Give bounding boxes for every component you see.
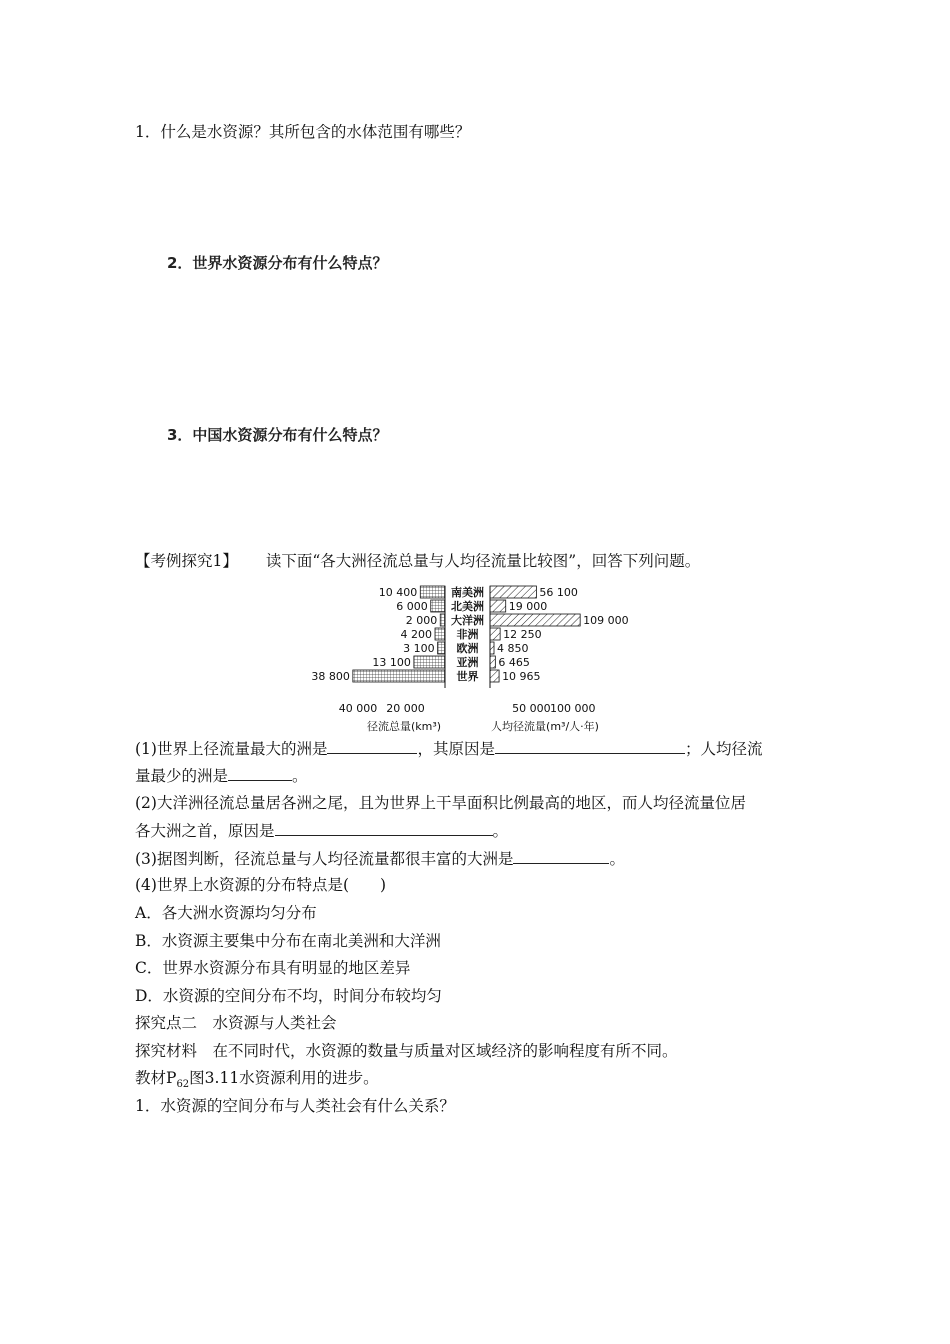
example-intro: 读下面“各大洲径流总量与人均径流量比较图”，回答下列问题。 [265, 552, 701, 570]
continent-label: 非洲 [456, 628, 479, 641]
runoff-total-bar [440, 614, 445, 626]
runoff-total-bar [420, 586, 445, 598]
right-tick-label: 50 000 [512, 702, 551, 715]
example-q2-line2 [135, 819, 508, 842]
runoff-per-capita-bar [490, 670, 499, 682]
textbook-ref: 图3.11水资源利用的进步。 [189, 1069, 379, 1087]
runoff-per-capita-bar [490, 586, 536, 598]
answer-blank[interactable] [327, 737, 417, 754]
example-q2-text: 各大洲之首，原因是 [135, 822, 275, 840]
example-q1-line2 [135, 764, 308, 787]
example-q1-text: 量最少的洲是 [135, 767, 229, 785]
runoff-per-capita-bar [490, 656, 495, 668]
example-q1-line1 [135, 737, 763, 760]
right-axis-title: 人均径流量(m³/人·年) [491, 720, 599, 733]
runoff-total-value-label: 13 100 [372, 656, 411, 669]
runoff-total-value-label: 4 200 [400, 628, 433, 641]
runoff-total-value-label: 38 800 [311, 670, 350, 683]
example-q4: (4)世界上水资源的分布特点是( ) [135, 876, 387, 894]
question-3: 3．中国水资源分布有什么特点？ [167, 426, 388, 444]
runoff-total-value-label: 6 000 [396, 600, 428, 613]
continent-label: 亚洲 [456, 656, 479, 669]
runoff-per-capita-value-label: 109 000 [583, 614, 629, 627]
question-2: 2．世界水资源分布有什么特点？ [167, 254, 388, 272]
option-c[interactable]: C．世界水资源分布具有明显的地区差异 [135, 959, 411, 977]
runoff-per-capita-value-label: 10 965 [502, 670, 541, 683]
runoff-total-bar [435, 628, 445, 640]
example-q1-text: 。 [292, 767, 308, 785]
example-heading: 【考例探究1】 [135, 552, 238, 570]
runoff-total-value-label: 2 000 [405, 614, 438, 627]
answer-blank[interactable] [495, 737, 685, 754]
runoff-per-capita-value-label: 19 000 [508, 600, 548, 613]
continent-label: 大洋洲 [451, 614, 484, 627]
example-q1-text: ，其原因是 [417, 740, 495, 758]
runoff-per-capita-value-label: 4 850 [497, 642, 529, 655]
example-q3-text: (3)据图判断，径流总量与人均径流量都很丰富的大洲是 [135, 850, 514, 868]
runoff-total-bar [353, 670, 445, 682]
continent-label: 世界 [456, 670, 479, 683]
section2-title: 探究点二 水资源与人类社会 [135, 1014, 337, 1032]
runoff-per-capita-bar [490, 642, 494, 654]
option-b[interactable]: B．水资源主要集中分布在南北美洲和大洋洲 [135, 932, 441, 950]
runoff-total-value-label: 10 400 [378, 586, 418, 599]
example-q1-text: (1)世界上径流量最大的洲是 [135, 740, 328, 758]
example-heading-line [135, 550, 700, 572]
section2-textbook [135, 1067, 379, 1096]
runoff-per-capita-value-label: 12 250 [503, 628, 542, 641]
runoff-per-capita-value-label: 6 465 [498, 656, 530, 669]
section2-material: 探究材料 在不同时代，水资源的数量与质量对区域经济的影响程度有所不同。 [135, 1042, 678, 1060]
continent-label: 南美洲 [451, 586, 484, 599]
left-tick-label: 40 000 [338, 702, 378, 715]
textbook-page: 62 [176, 1079, 190, 1091]
answer-blank[interactable] [228, 764, 292, 781]
answer-blank[interactable] [513, 847, 609, 864]
example-q2-text: 。 [492, 822, 509, 840]
example-q2-line1: (2)大洋洲径流总量居各洲之尾，且为世界上干旱面积比例最高的地区，而人均径流量位居 [135, 794, 746, 812]
example-q3-line [135, 847, 625, 870]
textbook-ref: 教材P [135, 1069, 177, 1087]
runoff-total-bar [438, 642, 445, 654]
runoff-per-capita-value-label: 56 100 [539, 586, 578, 599]
runoff-per-capita-bar [490, 600, 506, 612]
runoff-per-capita-bar [490, 614, 580, 626]
left-tick-label: 20 000 [386, 702, 425, 715]
question-1: 1．什么是水资源？其所包含的水体范围有哪些？ [135, 123, 471, 141]
labels-layer [311, 585, 628, 683]
section2-question-1: 1．水资源的空间分布与人类社会有什么关系？ [135, 1097, 455, 1115]
example-q3-text: 。 [609, 850, 625, 868]
answer-blank[interactable] [275, 819, 493, 836]
right-tick-label: 100 000 [549, 702, 596, 715]
option-d[interactable]: D．水资源的空间分布不均，时间分布较均匀 [135, 987, 442, 1005]
runoff-total-bar [414, 656, 445, 668]
continent-label: 北美洲 [451, 600, 484, 613]
runoff-total-value-label: 3 100 [403, 642, 435, 655]
left-axis-title: 径流总量(km³) [366, 720, 442, 733]
runoff-total-bar [431, 600, 445, 612]
runoff-per-capita-bar [490, 628, 500, 640]
option-a[interactable]: A．各大洲水资源均匀分布 [135, 904, 317, 922]
example-q1-text: ；人均径流 [684, 740, 763, 758]
continent-label: 欧洲 [456, 642, 479, 655]
runoff-comparison-chart [300, 578, 660, 736]
